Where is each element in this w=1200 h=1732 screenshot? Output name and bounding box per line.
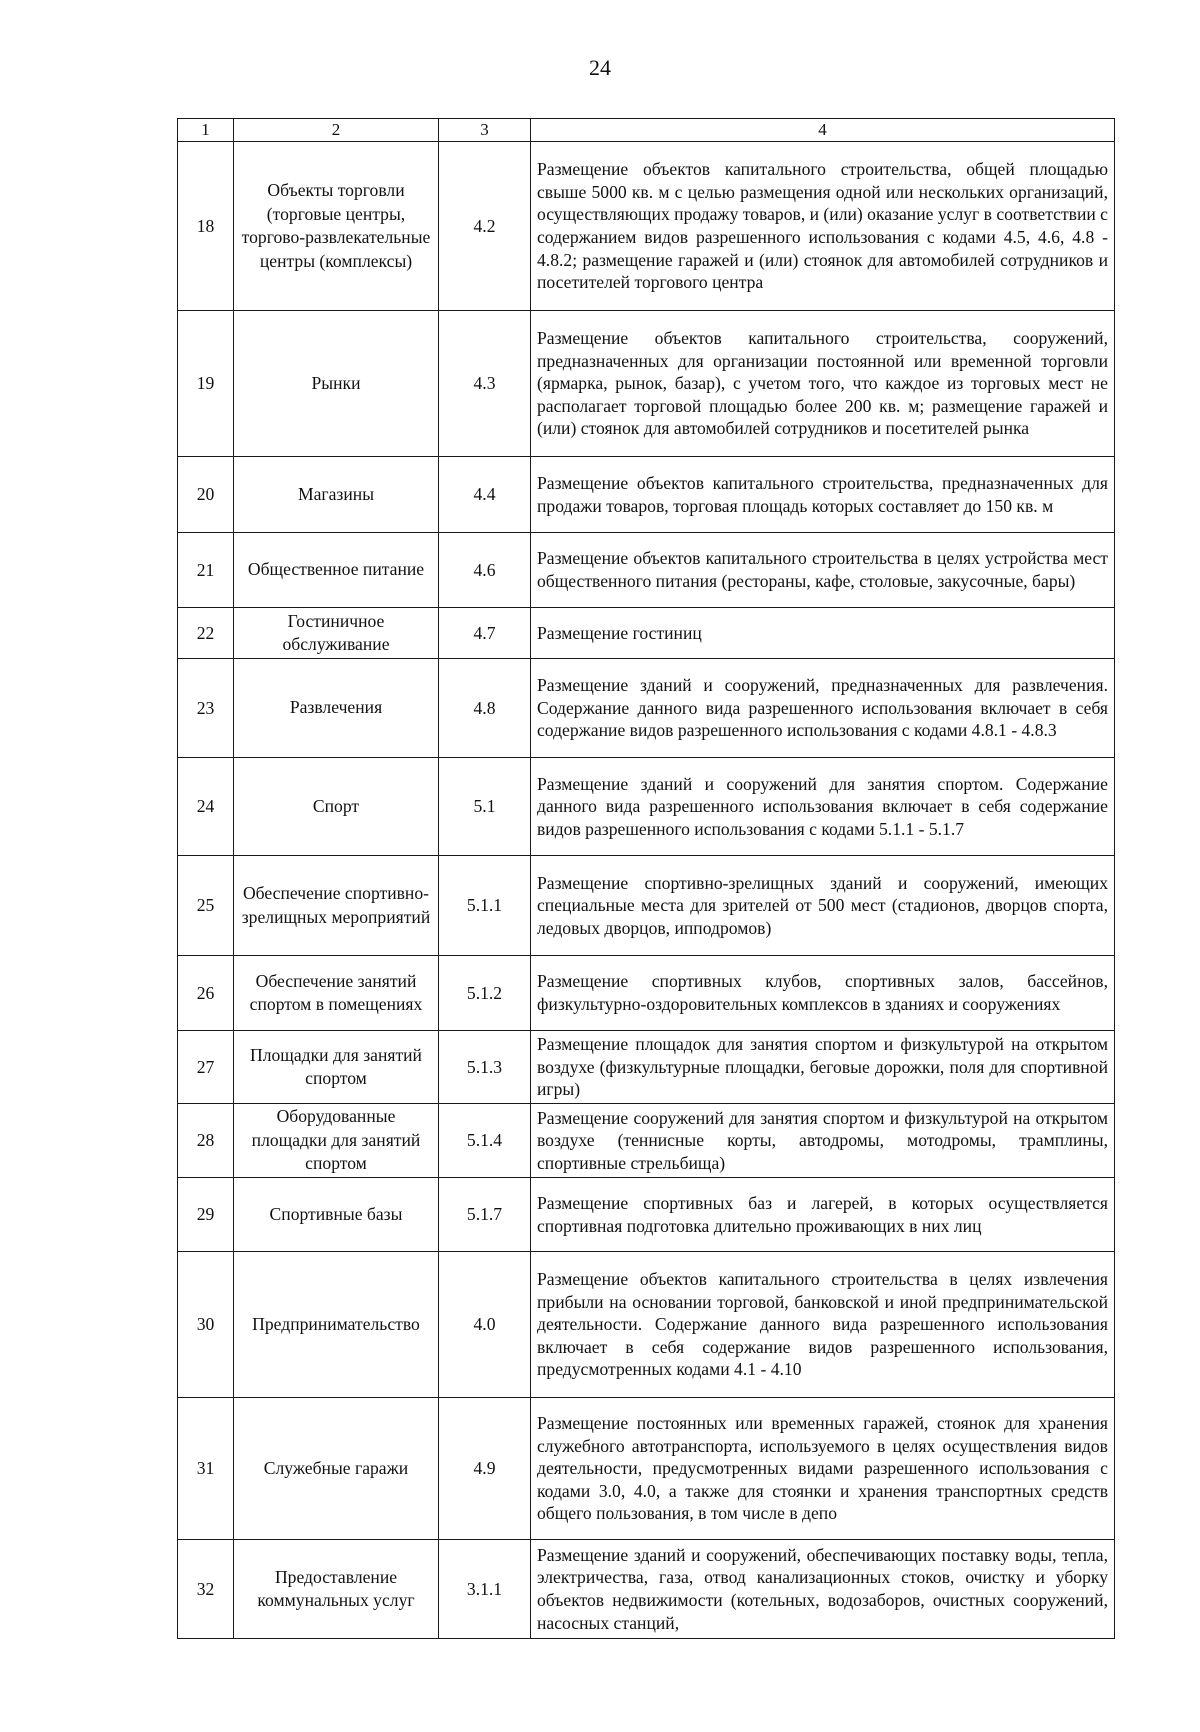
column-header-number: 1 bbox=[178, 119, 234, 142]
row-number: 30 bbox=[178, 1252, 234, 1398]
column-header-name: 2 bbox=[234, 119, 439, 142]
table-row bbox=[178, 142, 1115, 311]
use-type-name: Магазины bbox=[234, 457, 439, 533]
use-type-description: Размещение спортивно-зрелищных зданий и сооружений, имеющих специальные места для зрителей от 500 мест (стадионов, дворцов спорта, ледовых дворцов, ипподромов) bbox=[531, 856, 1115, 956]
table-row bbox=[178, 1252, 1115, 1398]
table-row bbox=[178, 659, 1115, 758]
use-type-description: Размещение зданий и сооружений, предназначенных для развлечения. Содержание данного вида разрешенного использования включает в себя содержание видов разрешенного использования с кодами 4.8.1 - 4.8.3 bbox=[531, 659, 1115, 758]
use-type-name: Оборудованные площадки для занятий спортом bbox=[234, 1104, 439, 1178]
use-type-code: 3.1.1 bbox=[439, 1540, 531, 1639]
use-type-code: 5.1 bbox=[439, 758, 531, 856]
row-number: 19 bbox=[178, 311, 234, 457]
row-number: 21 bbox=[178, 533, 234, 608]
use-type-name: Гостиничное обслуживание bbox=[234, 608, 439, 659]
row-number: 25 bbox=[178, 856, 234, 956]
table-row bbox=[178, 1398, 1115, 1540]
use-type-name: Обеспечение занятий спортом в помещениях bbox=[234, 956, 439, 1031]
table-row bbox=[178, 311, 1115, 457]
use-type-code: 4.7 bbox=[439, 608, 531, 659]
row-number: 31 bbox=[178, 1398, 234, 1540]
table-row bbox=[178, 1104, 1115, 1178]
use-type-code: 4.8 bbox=[439, 659, 531, 758]
use-type-name: Служебные гаражи bbox=[234, 1398, 439, 1540]
use-type-description: Размещение зданий и сооружений для занятия спортом. Содержание данного вида разрешенного использования включает в себя содержание видов разрешенного использования с кодами 5.1.1 - 5.1.7 bbox=[531, 758, 1115, 856]
use-type-code: 5.1.1 bbox=[439, 856, 531, 956]
use-type-description: Размещение объектов капитального строительства, предназначенных для продажи товаров, торговая площадь которых составляет до 150 кв. м bbox=[531, 457, 1115, 533]
use-type-code: 5.1.3 bbox=[439, 1031, 531, 1104]
row-number: 26 bbox=[178, 956, 234, 1031]
use-type-description: Размещение спортивных клубов, спортивных залов, бассейнов, физкультурно-оздоровительных комплексов в зданиях и сооружениях bbox=[531, 956, 1115, 1031]
use-type-code: 4.4 bbox=[439, 457, 531, 533]
row-number: 22 bbox=[178, 608, 234, 659]
use-type-code: 5.1.4 bbox=[439, 1104, 531, 1178]
table-row bbox=[178, 1178, 1115, 1252]
use-type-code: 4.9 bbox=[439, 1398, 531, 1540]
table-row bbox=[178, 956, 1115, 1031]
use-type-name: Спорт bbox=[234, 758, 439, 856]
row-number: 27 bbox=[178, 1031, 234, 1104]
use-type-name: Объекты торговли (торговые центры, торгово-развлекательные центры (комплексы) bbox=[234, 142, 439, 311]
row-number: 18 bbox=[178, 142, 234, 311]
use-type-description: Размещение объектов капитального строительства, общей площадью свыше 5000 кв. м с целью размещения одной или нескольких организаций, осуществляющих продажу товаров, и (или) оказание услуг в соответствии с содержанием видов разрешенного использования с кодами 4.5, 4.6, 4.8 - 4.8.2; размещение гаражей и (или) стоянок для автомобилей сотрудников и посетителей торгового центра bbox=[531, 142, 1115, 311]
land-use-table bbox=[177, 118, 1115, 1639]
row-number: 23 bbox=[178, 659, 234, 758]
row-number: 24 bbox=[178, 758, 234, 856]
table-row bbox=[178, 608, 1115, 659]
use-type-description: Размещение объектов капитального строительства в целях устройства мест общественного питания (рестораны, кафе, столовые, закусочные, бары) bbox=[531, 533, 1115, 608]
use-type-description: Размещение постоянных или временных гаражей, стоянок для хранения служебного автотранспорта, используемого в целях осуществления видов деятельности, предусмотренных видами разрешенного использования с кодами 3.0, 4.0, а также для стоянки и хранения транспортных средств общего пользования, в том числе в депо bbox=[531, 1398, 1115, 1540]
use-type-code: 4.2 bbox=[439, 142, 531, 311]
table-row bbox=[178, 457, 1115, 533]
row-number: 32 bbox=[178, 1540, 234, 1639]
use-type-name: Обеспечение спортивно-зрелищных мероприятий bbox=[234, 856, 439, 956]
use-type-code: 4.0 bbox=[439, 1252, 531, 1398]
use-type-description: Размещение объектов капитального строительства, сооружений, предназначенных для организации постоянной или временной торговли (ярмарка, рынок, базар), с учетом того, что каждое из торговых мест не располагает торговой площадью более 200 кв. м; размещение гаражей и (или) стоянок для автомобилей сотрудников и посетителей рынка bbox=[531, 311, 1115, 457]
table-row bbox=[178, 1540, 1115, 1639]
use-type-description: Размещение зданий и сооружений, обеспечивающих поставку воды, тепла, электричества, газа, отвод канализационных стоков, очистку и уборку объектов недвижимости (котельных, водозаборов, очистных сооружений, насосных станций, bbox=[531, 1540, 1115, 1639]
use-type-description: Размещение объектов капитального строительства в целях извлечения прибыли на основании торговой, банковской и иной предпринимательской деятельности. Содержание данного вида разрешенного использования включает в себя содержание видов разрешенного использования, предусмотренных кодами 4.1 - 4.10 bbox=[531, 1252, 1115, 1398]
use-type-name: Спортивные базы bbox=[234, 1178, 439, 1252]
table-row bbox=[178, 533, 1115, 608]
use-type-name: Предпринимательство bbox=[234, 1252, 439, 1398]
table-row bbox=[178, 758, 1115, 856]
use-type-name: Развлечения bbox=[234, 659, 439, 758]
row-number: 28 bbox=[178, 1104, 234, 1178]
row-number: 29 bbox=[178, 1178, 234, 1252]
use-type-name: Общественное питание bbox=[234, 533, 439, 608]
row-number: 20 bbox=[178, 457, 234, 533]
use-type-code: 5.1.7 bbox=[439, 1178, 531, 1252]
use-type-name: Предоставление коммунальных услуг bbox=[234, 1540, 439, 1639]
use-type-name: Рынки bbox=[234, 311, 439, 457]
column-header-description: 4 bbox=[531, 119, 1115, 142]
use-type-name: Площадки для занятий спортом bbox=[234, 1031, 439, 1104]
use-type-description: Размещение спортивных баз и лагерей, в которых осуществляется спортивная подготовка длительно проживающих в них лиц bbox=[531, 1178, 1115, 1252]
table-header-row bbox=[178, 119, 1115, 142]
table-row bbox=[178, 1031, 1115, 1104]
column-header-code: 3 bbox=[439, 119, 531, 142]
table-row bbox=[178, 856, 1115, 956]
use-type-code: 5.1.2 bbox=[439, 956, 531, 1031]
use-type-description: Размещение сооружений для занятия спортом и физкультурой на открытом воздухе (теннисные корты, автодромы, мотодромы, трамплины, спортивные стрельбища) bbox=[531, 1104, 1115, 1178]
use-type-code: 4.6 bbox=[439, 533, 531, 608]
use-type-code: 4.3 bbox=[439, 311, 531, 457]
page-number: 24 bbox=[589, 55, 611, 80]
use-type-description: Размещение площадок для занятия спортом и физкультурой на открытом воздухе (физкультурные площадки, беговые дорожки, поля для спортивной игры) bbox=[531, 1031, 1115, 1104]
use-type-description: Размещение гостиниц bbox=[531, 608, 1115, 659]
